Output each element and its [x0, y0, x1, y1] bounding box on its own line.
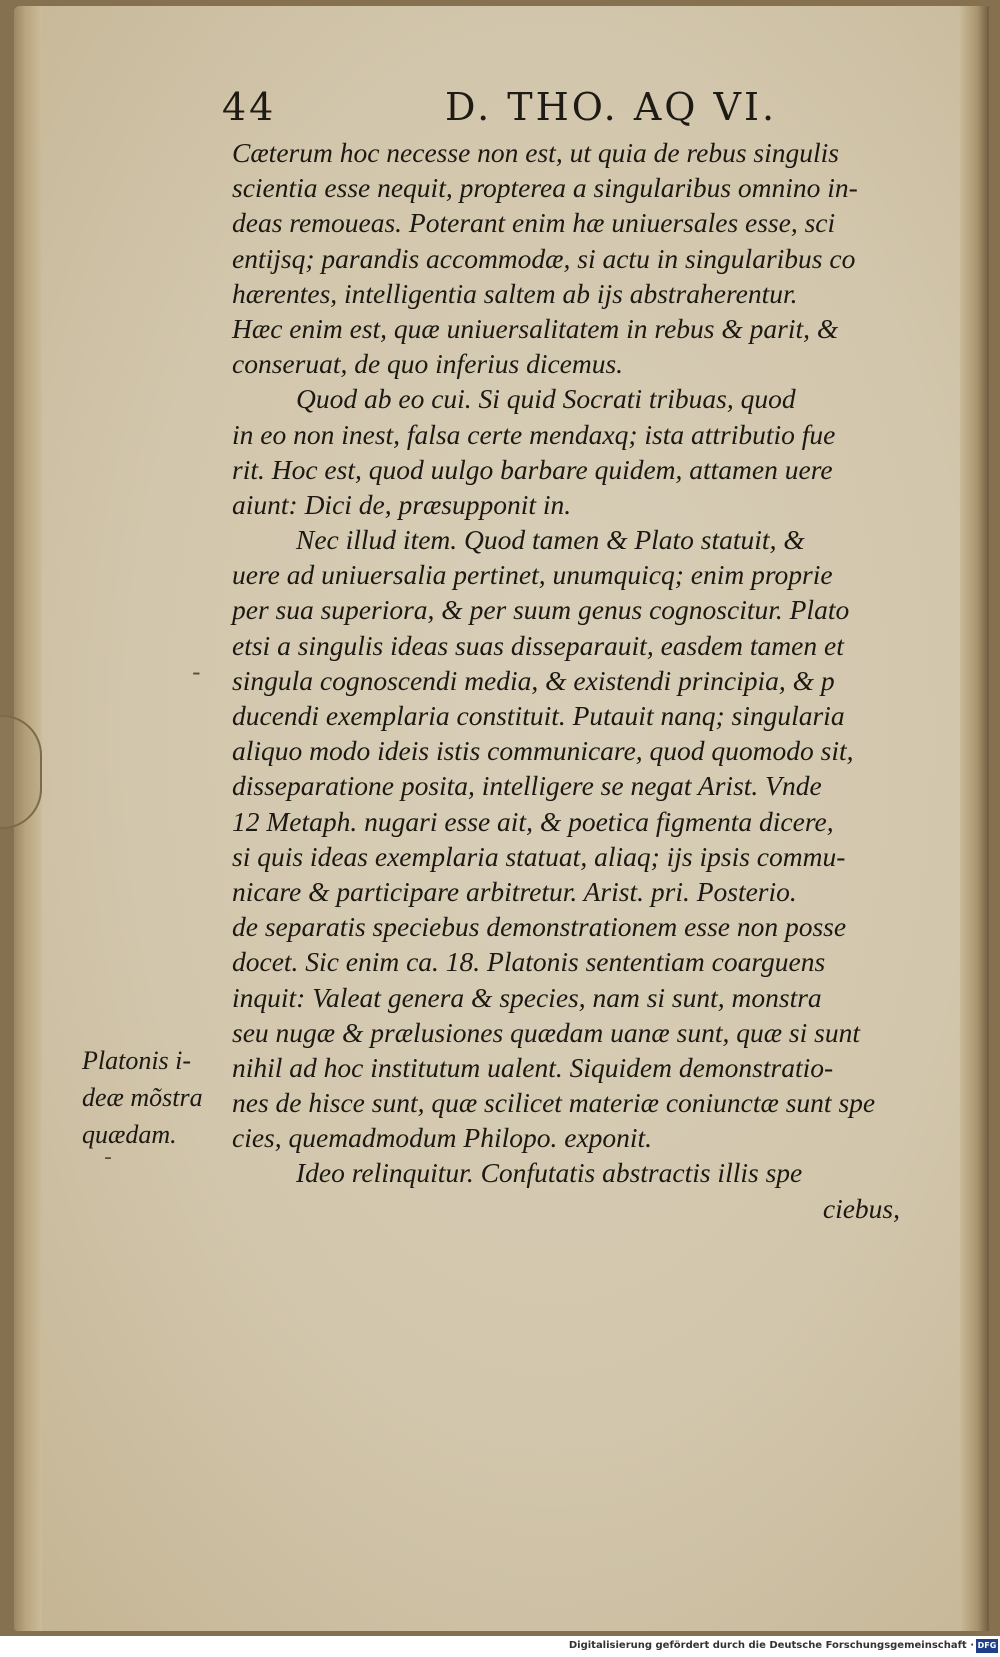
text-line: Cæterum hoc necesse non est, ut quia de rebus singulis: [232, 137, 839, 168]
body-text: [232, 135, 912, 1226]
text-line: Nec illud item. Quod tamen & Plato statuit, &: [296, 524, 805, 556]
text-line: inquit: Valeat genera & species, nam si sunt, monstra: [232, 981, 822, 1013]
text-line: per sua superiora, & per suum genus cognoscitur. Plato: [232, 594, 850, 626]
margin-note-line: quædam.: [82, 1120, 177, 1149]
text-line: nes de hisce sunt, quæ scilicet materiæ coniunctæ sunt spe: [232, 1087, 876, 1119]
text-line: singula cognoscendi media, & existendi principia, & p: [232, 664, 835, 696]
text-line: de separatis speciebus demonstrationem esse non posse: [232, 911, 847, 943]
text-line: disseparatione posita, intelligere se negat Arist. Vnde: [232, 770, 822, 802]
text-line: deas remoueas. Poterant enim hæ uniuersales esse, sci: [232, 207, 836, 239]
page-number: 44: [222, 85, 277, 129]
text-line: scientia esse nequit, propterea a singularibus omnino in-: [232, 172, 858, 204]
text-line: nihil ad hoc institutum ualent. Siquidem demonstratio-: [232, 1051, 834, 1083]
text-line: in eo non inest, falsa certe mendaxq; ista attributio fue: [232, 418, 836, 450]
text-line: Ideo relinquitur. Confutatis abstractis illis spe: [296, 1157, 803, 1189]
text-line: nicare & participare arbitretur. Arist. pri. Posterio.: [232, 875, 797, 907]
margin-note-line: Platonis i-: [82, 1046, 192, 1075]
text-line: aliquo modo ideis istis communicare, quod quomodo sit,: [232, 735, 854, 767]
catchword: ciebus,: [822, 1192, 900, 1224]
footer-bar: [0, 1636, 1000, 1657]
text-line: seu nugæ & prælusiones quædam uanæ sunt, quæ si sunt: [232, 1016, 860, 1048]
text-line: 12 Metaph. nugari esse ait, & poetica figmenta dicere,: [232, 805, 834, 837]
text-line: cies, quemadmodum Philopo. exponit.: [232, 1122, 653, 1154]
pencil-mark: -: [192, 658, 201, 686]
text-line: uere ad uniuersalia pertinet, unumquicq; enim proprie: [232, 559, 833, 591]
text-line: ducendi exemplaria constituit. Putauit nanq; singularia: [232, 700, 845, 731]
running-title: D. THO. AQ VI.: [445, 85, 778, 129]
text-line: etsi a singulis ideas suas disseparauit, easdem tamen et: [232, 629, 844, 661]
text-line: si quis ideas exemplaria statuat, aliaq; ijs ipsis commu-: [232, 840, 846, 872]
footer-credit: Digitalisierung gefördert durch die Deutsche Forschungsgemeinschaft ·: [568, 1640, 974, 1651]
text-line: docet. Sic enim ca. 18. Platonis sententiam coarguens: [232, 946, 826, 978]
text-line: hærentes, intelligentia saltem ab ijs abstraherentur.: [232, 277, 798, 309]
text-line: rit. Hoc est, quod uulgo barbare quidem, attamen uere: [232, 453, 833, 485]
pencil-mark: -: [104, 1145, 112, 1170]
dfg-logo: DFG: [976, 1639, 998, 1653]
text-line: entijsq; parandis accommodæ, si actu in singularibus co: [232, 242, 856, 274]
text-line: Quod ab eo cui. Si quid Socrati tribuas, quod: [296, 383, 796, 415]
margin-note: [82, 1042, 227, 1153]
margin-note-line: deæ mõstra: [82, 1083, 203, 1112]
page-edge-right: [960, 6, 989, 1631]
text-line: conseruat, de quo inferius dicemus.: [232, 348, 624, 380]
text-line: aiunt: Dici de, præsupponit in.: [232, 488, 572, 520]
text-line: Hæc enim est, quæ uniuersalitatem in rebus & parit, &: [232, 312, 839, 344]
